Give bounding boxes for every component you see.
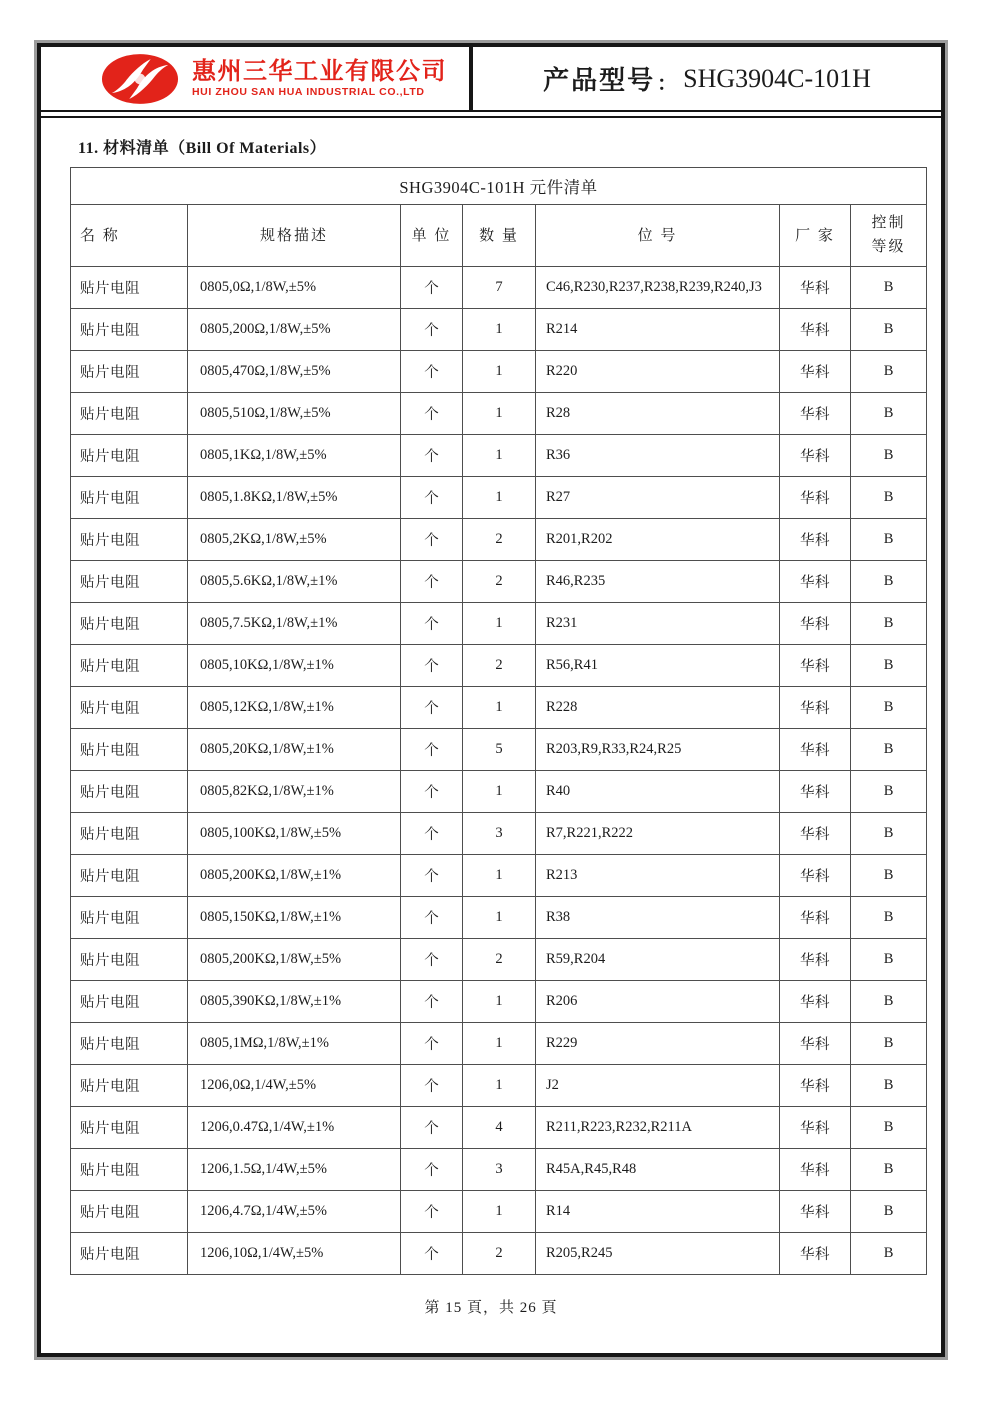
cell-grade: B — [851, 897, 927, 939]
cell-unit: 个 — [401, 561, 463, 603]
cell-spec: 1206,0.47Ω,1/4W,±1% — [188, 1107, 401, 1149]
cell-spec: 0805,1KΩ,1/8W,±5% — [188, 435, 401, 477]
table-row — [71, 267, 927, 309]
cell-vendor: 华科 — [780, 729, 851, 771]
cell-spec: 0805,200KΩ,1/8W,±5% — [188, 939, 401, 981]
cell-grade: B — [851, 1233, 927, 1275]
table-row — [71, 603, 927, 645]
table-row — [71, 813, 927, 855]
cell-ref: R28 — [536, 393, 780, 435]
cell-unit: 个 — [401, 351, 463, 393]
page-number-footer: 第 15 頁，共 26 頁 — [424, 1300, 558, 1316]
cell-grade: B — [851, 477, 927, 519]
table-row — [71, 645, 927, 687]
cell-qty: 1 — [463, 393, 536, 435]
table-row — [71, 981, 927, 1023]
cell-grade: B — [851, 603, 927, 645]
cell-qty: 1 — [463, 477, 536, 519]
table-row — [71, 855, 927, 897]
cell-unit: 个 — [401, 1233, 463, 1275]
cell-vendor: 华科 — [780, 771, 851, 813]
table-row — [71, 897, 927, 939]
cell-qty: 2 — [463, 939, 536, 981]
cell-grade: B — [851, 1149, 927, 1191]
company-logo-icon — [101, 53, 179, 105]
cell-vendor: 华科 — [780, 1233, 851, 1275]
cell-vendor: 华科 — [780, 813, 851, 855]
column-header-spec: 规格描述 — [188, 205, 401, 267]
cell-vendor: 华科 — [780, 603, 851, 645]
cell-qty: 1 — [463, 309, 536, 351]
table-row — [71, 729, 927, 771]
cell-unit: 个 — [401, 687, 463, 729]
cell-ref: R231 — [536, 603, 780, 645]
cell-spec: 0805,10KΩ,1/8W,±1% — [188, 645, 401, 687]
company-name-cn: 惠州三华工业有限公司 — [192, 57, 447, 85]
cell-vendor: 华科 — [780, 435, 851, 477]
table-row — [71, 519, 927, 561]
cell-vendor: 华科 — [780, 1191, 851, 1233]
table-title-row — [71, 168, 927, 205]
product-model-colon: ： — [657, 73, 678, 95]
cell-vendor: 华科 — [780, 267, 851, 309]
cell-name: 贴片电阻 — [71, 435, 188, 477]
table-row — [71, 1233, 927, 1275]
cell-qty: 1 — [463, 981, 536, 1023]
bom-table — [70, 167, 927, 1275]
cell-name: 贴片电阻 — [71, 645, 188, 687]
cell-spec: 0805,2KΩ,1/8W,±5% — [188, 519, 401, 561]
cell-ref: R59,R204 — [536, 939, 780, 981]
cell-qty: 1 — [463, 855, 536, 897]
cell-qty: 7 — [463, 267, 536, 309]
cell-spec: 1206,0Ω,1/4W,±5% — [188, 1065, 401, 1107]
table-row — [71, 1023, 927, 1065]
cell-name: 贴片电阻 — [71, 939, 188, 981]
cell-grade: B — [851, 519, 927, 561]
cell-grade: B — [851, 435, 927, 477]
cell-spec: 1206,4.7Ω,1/4W,±5% — [188, 1191, 401, 1233]
cell-grade: B — [851, 1023, 927, 1065]
product-model-cell — [473, 47, 941, 110]
cell-spec: 0805,510Ω,1/8W,±5% — [188, 393, 401, 435]
cell-spec: 1206,1.5Ω,1/4W,±5% — [188, 1149, 401, 1191]
cell-grade: B — [851, 1191, 927, 1233]
cell-grade: B — [851, 393, 927, 435]
cell-unit: 个 — [401, 309, 463, 351]
cell-qty: 2 — [463, 561, 536, 603]
cell-ref: R214 — [536, 309, 780, 351]
table-row — [71, 435, 927, 477]
cell-spec: 0805,0Ω,1/8W,±5% — [188, 267, 401, 309]
cell-unit: 个 — [401, 393, 463, 435]
cell-name: 贴片电阻 — [71, 981, 188, 1023]
cell-unit: 个 — [401, 1191, 463, 1233]
column-header-qty: 数 量 — [463, 205, 536, 267]
cell-vendor: 华科 — [780, 687, 851, 729]
cell-qty: 1 — [463, 1023, 536, 1065]
table-row — [71, 351, 927, 393]
cell-grade: B — [851, 729, 927, 771]
cell-ref: C46,R230,R237,R238,R239,R240,J3 — [536, 267, 780, 309]
cell-unit: 个 — [401, 645, 463, 687]
table-body — [71, 267, 927, 1275]
company-name-en: HUI ZHOU SAN HUA INDUSTRIAL CO.,LTD — [192, 86, 425, 99]
table-row — [71, 1065, 927, 1107]
cell-grade: B — [851, 1107, 927, 1149]
cell-grade: B — [851, 561, 927, 603]
table-row — [71, 309, 927, 351]
cell-qty: 1 — [463, 351, 536, 393]
table-row — [71, 1191, 927, 1233]
cell-unit: 个 — [401, 1065, 463, 1107]
cell-name: 贴片电阻 — [71, 771, 188, 813]
cell-name: 贴片电阻 — [71, 1191, 188, 1233]
cell-ref: R205,R245 — [536, 1233, 780, 1275]
cell-vendor: 华科 — [780, 855, 851, 897]
cell-name: 贴片电阻 — [71, 729, 188, 771]
company-header-cell — [41, 47, 473, 110]
column-header-ref: 位 号 — [536, 205, 780, 267]
cell-ref: R211,R223,R232,R211A — [536, 1107, 780, 1149]
cell-vendor: 华科 — [780, 519, 851, 561]
cell-ref: R56,R41 — [536, 645, 780, 687]
cell-spec: 0805,1MΩ,1/8W,±1% — [188, 1023, 401, 1065]
cell-vendor: 华科 — [780, 393, 851, 435]
cell-ref: R36 — [536, 435, 780, 477]
cell-ref: R229 — [536, 1023, 780, 1065]
cell-unit: 个 — [401, 1149, 463, 1191]
cell-vendor: 华科 — [780, 1065, 851, 1107]
cell-vendor: 华科 — [780, 981, 851, 1023]
cell-spec: 0805,150KΩ,1/8W,±1% — [188, 897, 401, 939]
document-header — [41, 47, 941, 112]
table-row — [71, 1107, 927, 1149]
cell-spec: 0805,7.5KΩ,1/8W,±1% — [188, 603, 401, 645]
cell-unit: 个 — [401, 1107, 463, 1149]
cell-ref: R203,R9,R33,R24,R25 — [536, 729, 780, 771]
cell-name: 贴片电阻 — [71, 603, 188, 645]
cell-grade: B — [851, 813, 927, 855]
cell-grade: B — [851, 855, 927, 897]
table-row — [71, 477, 927, 519]
cell-unit: 个 — [401, 771, 463, 813]
cell-grade: B — [851, 687, 927, 729]
cell-unit: 个 — [401, 1023, 463, 1065]
cell-vendor: 华科 — [780, 477, 851, 519]
cell-ref: R206 — [536, 981, 780, 1023]
cell-ref: R7,R221,R222 — [536, 813, 780, 855]
header-divider-double-line — [41, 112, 941, 118]
cell-qty: 1 — [463, 435, 536, 477]
cell-qty: 3 — [463, 1149, 536, 1191]
cell-ref: R220 — [536, 351, 780, 393]
cell-name: 贴片电阻 — [71, 1107, 188, 1149]
table-row — [71, 1149, 927, 1191]
cell-ref: R228 — [536, 687, 780, 729]
cell-grade: B — [851, 771, 927, 813]
cell-unit: 个 — [401, 477, 463, 519]
cell-unit: 个 — [401, 267, 463, 309]
cell-ref: R27 — [536, 477, 780, 519]
cell-spec: 0805,20KΩ,1/8W,±1% — [188, 729, 401, 771]
cell-name: 贴片电阻 — [71, 309, 188, 351]
page-frame — [37, 43, 945, 1357]
table-row — [71, 561, 927, 603]
cell-name: 贴片电阻 — [71, 813, 188, 855]
cell-name: 贴片电阻 — [71, 561, 188, 603]
cell-name: 贴片电阻 — [71, 897, 188, 939]
cell-grade: B — [851, 939, 927, 981]
cell-ref: R40 — [536, 771, 780, 813]
cell-spec: 0805,470Ω,1/8W,±5% — [188, 351, 401, 393]
table-title: SHG3904C-101H 元件清单 — [71, 168, 927, 205]
cell-unit: 个 — [401, 729, 463, 771]
cell-unit: 个 — [401, 519, 463, 561]
cell-qty: 1 — [463, 603, 536, 645]
cell-name: 贴片电阻 — [71, 267, 188, 309]
cell-vendor: 华科 — [780, 1149, 851, 1191]
cell-spec: 0805,82KΩ,1/8W,±1% — [188, 771, 401, 813]
cell-qty: 2 — [463, 1233, 536, 1275]
column-header-grade: 控制等级 — [851, 205, 927, 267]
cell-qty: 1 — [463, 897, 536, 939]
company-name-block — [192, 59, 447, 98]
cell-ref: R201,R202 — [536, 519, 780, 561]
cell-spec: 0805,100KΩ,1/8W,±5% — [188, 813, 401, 855]
cell-ref: R45A,R45,R48 — [536, 1149, 780, 1191]
cell-spec: 0805,12KΩ,1/8W,±1% — [188, 687, 401, 729]
cell-unit: 个 — [401, 435, 463, 477]
cell-spec: 0805,5.6KΩ,1/8W,±1% — [188, 561, 401, 603]
cell-ref: R38 — [536, 897, 780, 939]
cell-unit: 个 — [401, 855, 463, 897]
cell-qty: 2 — [463, 645, 536, 687]
cell-vendor: 华科 — [780, 897, 851, 939]
cell-name: 贴片电阻 — [71, 519, 188, 561]
cell-unit: 个 — [401, 603, 463, 645]
cell-name: 贴片电阻 — [71, 351, 188, 393]
cell-grade: B — [851, 267, 927, 309]
cell-vendor: 华科 — [780, 561, 851, 603]
cell-qty: 1 — [463, 771, 536, 813]
cell-qty: 5 — [463, 729, 536, 771]
cell-vendor: 华科 — [780, 309, 851, 351]
column-header-unit: 单 位 — [401, 205, 463, 267]
cell-unit: 个 — [401, 897, 463, 939]
cell-spec: 0805,200KΩ,1/8W,±1% — [188, 855, 401, 897]
cell-unit: 个 — [401, 813, 463, 855]
cell-grade: B — [851, 645, 927, 687]
cell-spec: 0805,1.8KΩ,1/8W,±5% — [188, 477, 401, 519]
cell-grade: B — [851, 351, 927, 393]
cell-ref: R14 — [536, 1191, 780, 1233]
cell-qty: 1 — [463, 1065, 536, 1107]
cell-vendor: 华科 — [780, 939, 851, 981]
table-header-row — [71, 205, 927, 267]
cell-unit: 个 — [401, 981, 463, 1023]
cell-name: 贴片电阻 — [71, 1065, 188, 1107]
cell-name: 贴片电阻 — [71, 1233, 188, 1275]
cell-vendor: 华科 — [780, 1023, 851, 1065]
table-row — [71, 687, 927, 729]
cell-name: 贴片电阻 — [71, 477, 188, 519]
product-model-value: SHG3904C-101H — [683, 63, 871, 93]
table-row — [71, 771, 927, 813]
cell-spec: 0805,200Ω,1/8W,±5% — [188, 309, 401, 351]
cell-unit: 个 — [401, 939, 463, 981]
cell-name: 贴片电阻 — [71, 393, 188, 435]
cell-vendor: 华科 — [780, 351, 851, 393]
cell-spec: 0805,390KΩ,1/8W,±1% — [188, 981, 401, 1023]
cell-name: 贴片电阻 — [71, 687, 188, 729]
cell-qty: 1 — [463, 687, 536, 729]
cell-name: 贴片电阻 — [71, 855, 188, 897]
cell-ref: J2 — [536, 1065, 780, 1107]
cell-ref: R46,R235 — [536, 561, 780, 603]
cell-vendor: 华科 — [780, 1107, 851, 1149]
table-row — [71, 393, 927, 435]
cell-spec: 1206,10Ω,1/4W,±5% — [188, 1233, 401, 1275]
section-title: 11. 材料清单（Bill Of Materials） — [78, 140, 327, 157]
cell-qty: 1 — [463, 1191, 536, 1233]
cell-grade: B — [851, 309, 927, 351]
cell-ref: R213 — [536, 855, 780, 897]
cell-qty: 3 — [463, 813, 536, 855]
column-header-name: 名 称 — [71, 205, 188, 267]
cell-grade: B — [851, 1065, 927, 1107]
table-row — [71, 939, 927, 981]
cell-grade: B — [851, 981, 927, 1023]
cell-qty: 4 — [463, 1107, 536, 1149]
cell-vendor: 华科 — [780, 645, 851, 687]
cell-name: 贴片电阻 — [71, 1023, 188, 1065]
cell-qty: 2 — [463, 519, 536, 561]
product-model-label: 产品型号 — [543, 65, 656, 95]
cell-name: 贴片电阻 — [71, 1149, 188, 1191]
column-header-vendor: 厂 家 — [780, 205, 851, 267]
